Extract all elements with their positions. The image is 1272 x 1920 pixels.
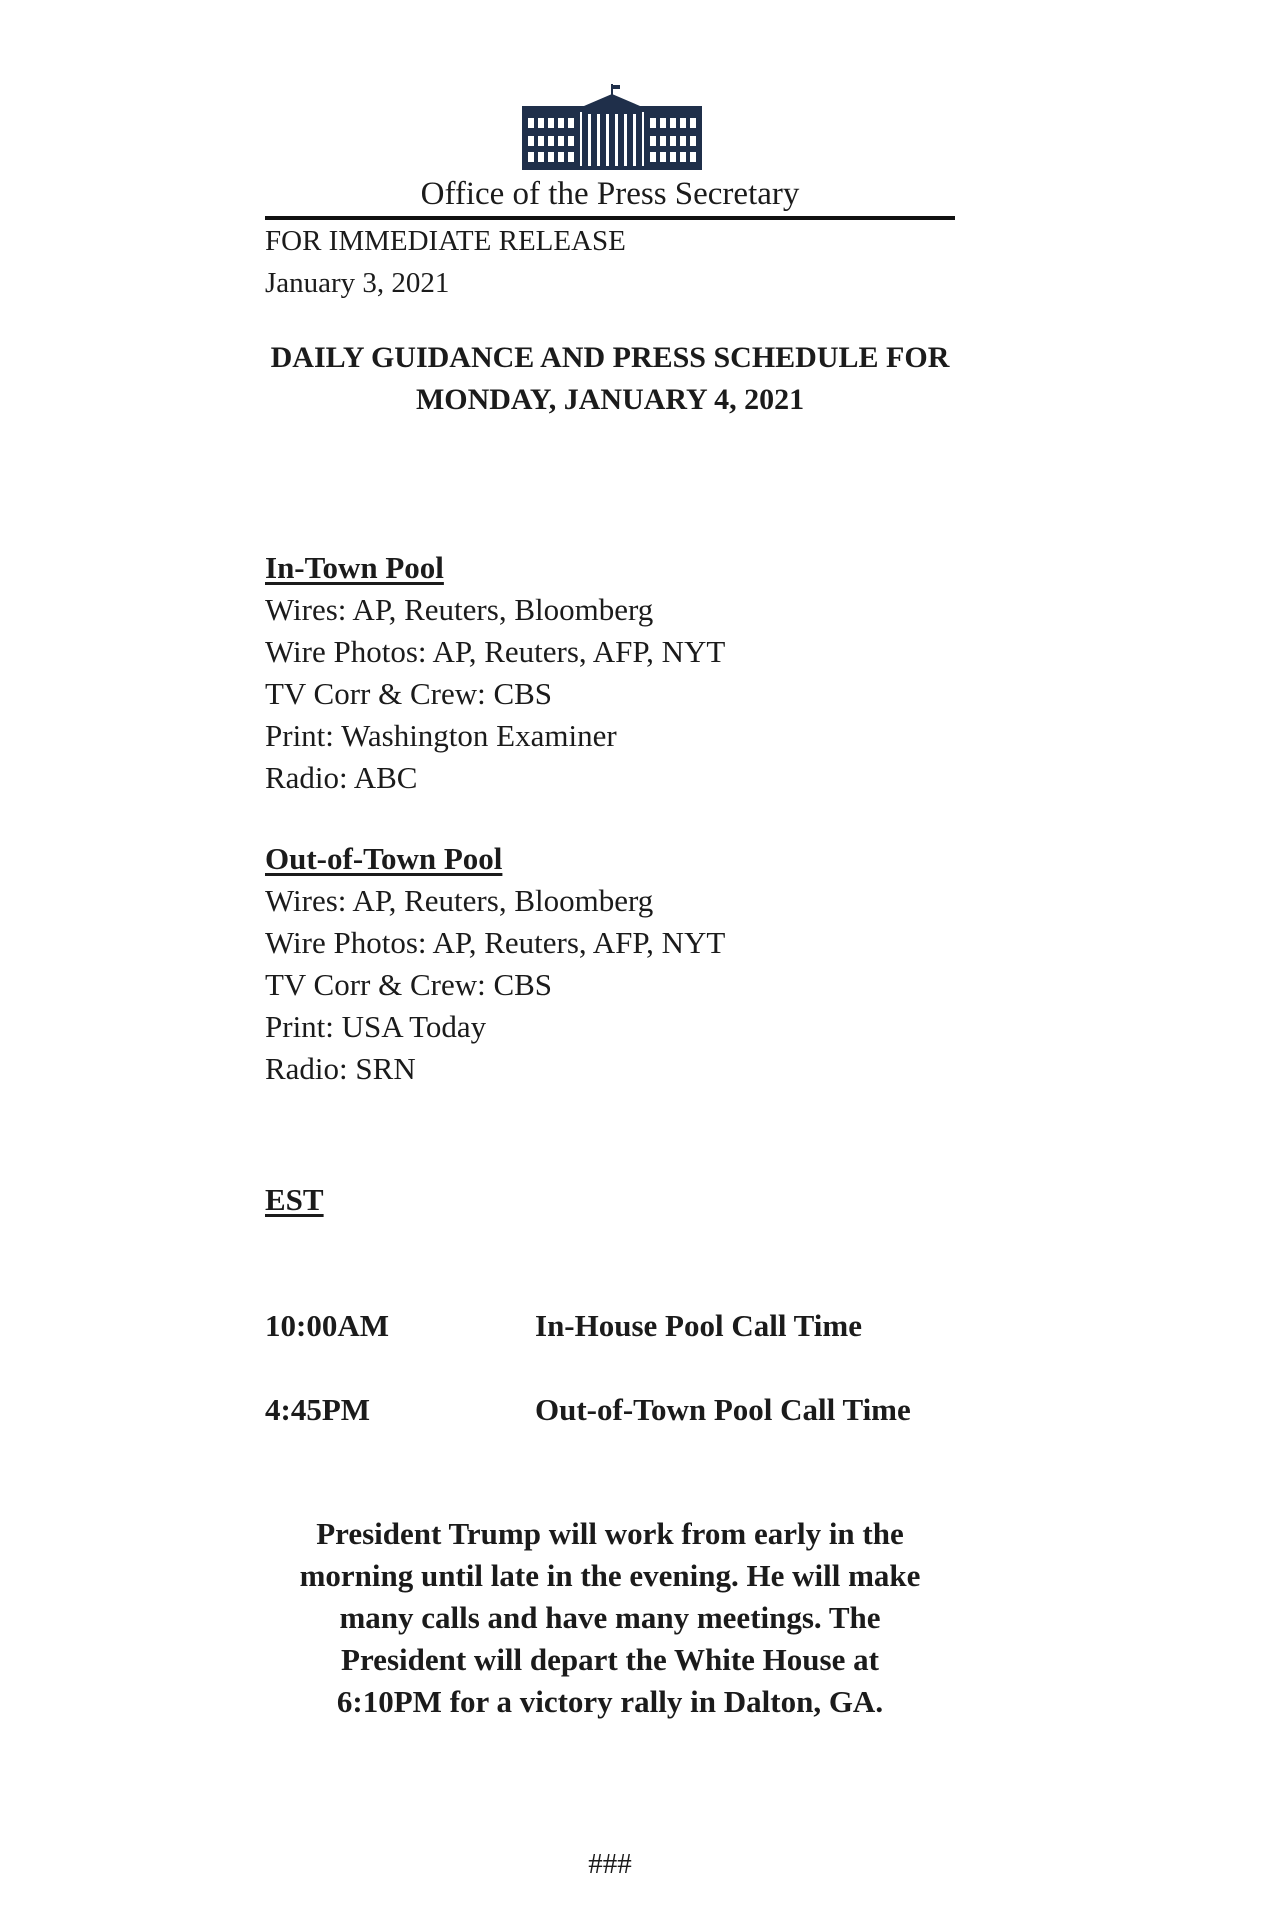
in-town-pool-heading: In-Town Pool	[265, 550, 444, 585]
release-label: FOR IMMEDIATE RELEASE	[265, 225, 626, 257]
release-date: January 3, 2021	[265, 267, 450, 299]
pool-line-radio: Radio: SRN	[265, 1051, 416, 1086]
pool-line-wire-photos: Wire Photos: AP, Reuters, AFP, NYT	[265, 925, 726, 960]
pool-line-wires: Wires: AP, Reuters, Bloomberg	[265, 592, 654, 627]
timezone-heading: EST	[265, 1182, 324, 1217]
office-title: Office of the Press Secretary	[420, 176, 800, 212]
note-line: many calls and have many meetings. The	[339, 1600, 881, 1635]
pool-line-wire-photos: Wire Photos: AP, Reuters, AFP, NYT	[265, 634, 726, 669]
note-line: President will depart the White House at	[341, 1642, 879, 1677]
title-line: MONDAY, JANUARY 4, 2021	[415, 383, 805, 416]
out-of-town-pool-heading: Out-of-Town Pool	[265, 841, 503, 876]
pool-line-wires: Wires: AP, Reuters, Bloomberg	[265, 883, 654, 918]
pool-line-print: Print: Washington Examiner	[265, 718, 617, 753]
header-divider	[265, 216, 955, 220]
in-town-pool-section	[265, 547, 725, 799]
pool-line-radio: Radio: ABC	[265, 760, 418, 795]
document-title	[265, 337, 955, 421]
pool-line-tv: TV Corr & Crew: CBS	[265, 676, 553, 711]
schedule-time: 4:45PM	[265, 1392, 371, 1427]
note-line: President Trump will work from early in the	[316, 1516, 904, 1551]
title-line: DAILY GUIDANCE AND PRESS SCHEDULE FOR	[270, 341, 950, 374]
pool-line-tv: TV Corr & Crew: CBS	[265, 967, 553, 1002]
end-mark: ###	[588, 1848, 632, 1880]
note-line: morning until late in the evening. He will make	[299, 1558, 921, 1593]
note-line: 6:10PM for a victory rally in Dalton, GA.	[336, 1684, 884, 1719]
president-schedule-note	[265, 1513, 955, 1723]
out-of-town-pool-section	[265, 838, 725, 1090]
white-house-logo	[522, 84, 702, 170]
schedule-event: In-House Pool Call Time	[535, 1308, 862, 1343]
schedule-event: Out-of-Town Pool Call Time	[535, 1392, 911, 1427]
pool-line-print: Print: USA Today	[265, 1009, 487, 1044]
schedule-time: 10:00AM	[265, 1308, 389, 1343]
